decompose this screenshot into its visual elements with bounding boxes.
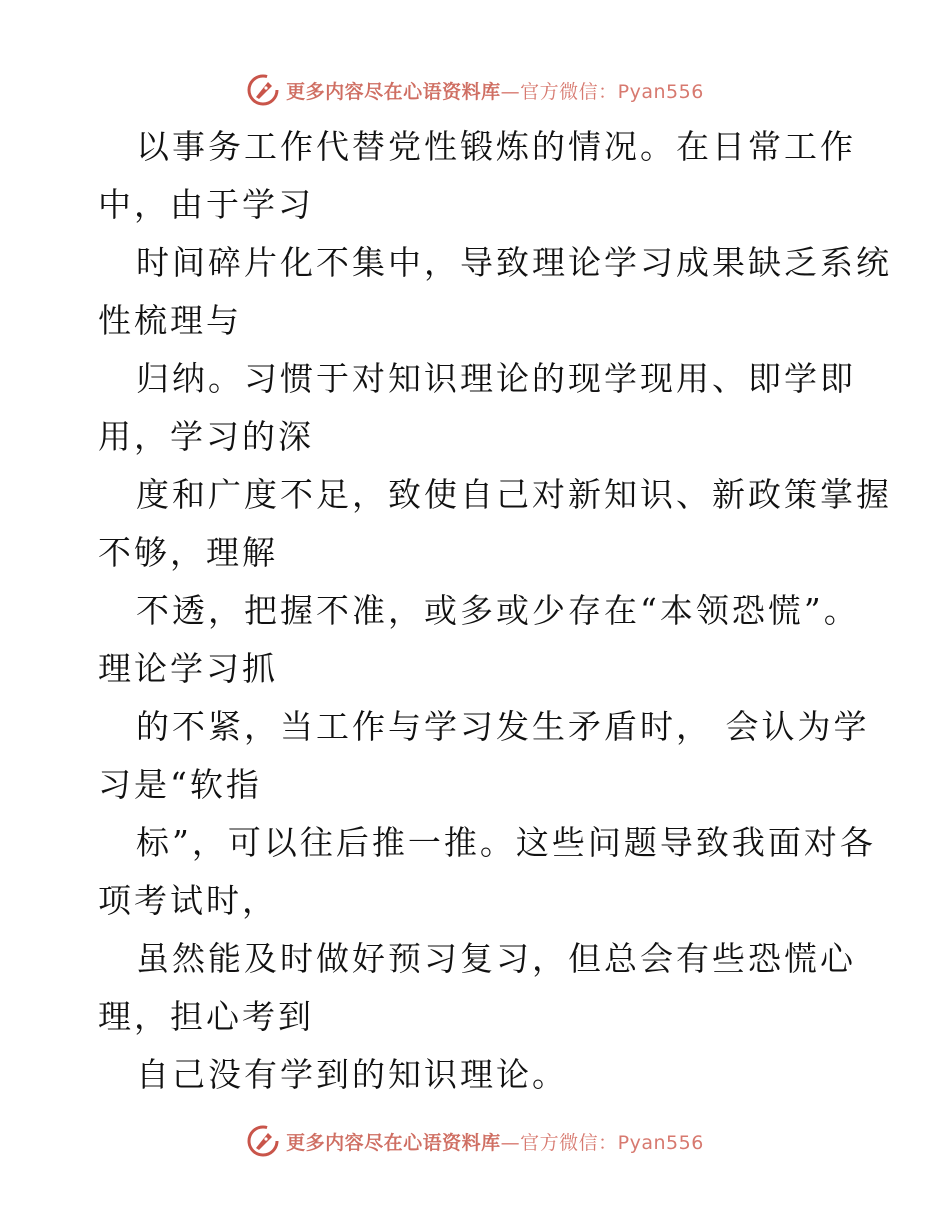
footer-watermark-banner — [0, 1121, 950, 1161]
text-line: 度和广度不足，致使自己对新知识、新政策掌握 — [136, 475, 892, 514]
text-line: 不透，把握不准，或多或少存在“本领恐慌”。 — [136, 591, 860, 630]
text-line: 时间碎片化不集中，导致理论学习成果缺乏系统 — [136, 243, 892, 282]
text-line: 理论学习抓 — [98, 649, 278, 688]
text-line: 用，学习的深 — [98, 417, 314, 456]
document-body — [98, 118, 892, 1104]
banner-rest: —官方微信：Pyan556 — [500, 80, 704, 103]
banner-rest: —官方微信：Pyan556 — [500, 1131, 704, 1154]
text-line: 虽然能及时做好预习复习，但总会有些恐慌心 — [136, 939, 856, 978]
pen-nib-logo-icon — [246, 1124, 280, 1158]
text-line: 理，担心考到 — [98, 997, 314, 1036]
text-line: 中，由于学习 — [98, 185, 314, 224]
banner-text — [286, 1128, 704, 1155]
pen-nib-logo-icon — [246, 73, 280, 107]
text-line: 归纳。习惯于对知识理论的现学现用、即学即 — [136, 359, 856, 398]
text-line: 性梳理与 — [98, 301, 242, 340]
text-line: 不够，理解 — [98, 533, 278, 572]
banner-brand: 更多内容尽在心语资料库 — [286, 1131, 501, 1154]
text-line: 自己没有学到的知识理论。 — [136, 1055, 568, 1094]
text-line: 以事务工作代替党性锻炼的情况。在日常工作 — [136, 127, 856, 166]
banner-text — [286, 77, 704, 104]
header-watermark-banner — [0, 70, 950, 110]
banner-brand: 更多内容尽在心语资料库 — [286, 80, 501, 103]
text-line: 习是“软指 — [98, 765, 262, 804]
text-line: 项考试时， — [98, 881, 278, 920]
text-line: 标”，可以往后推一推。这些问题导致我面对各 — [136, 823, 876, 862]
text-line: 的不紧，当工作与学习发生矛盾时， 会认为学 — [136, 707, 870, 746]
